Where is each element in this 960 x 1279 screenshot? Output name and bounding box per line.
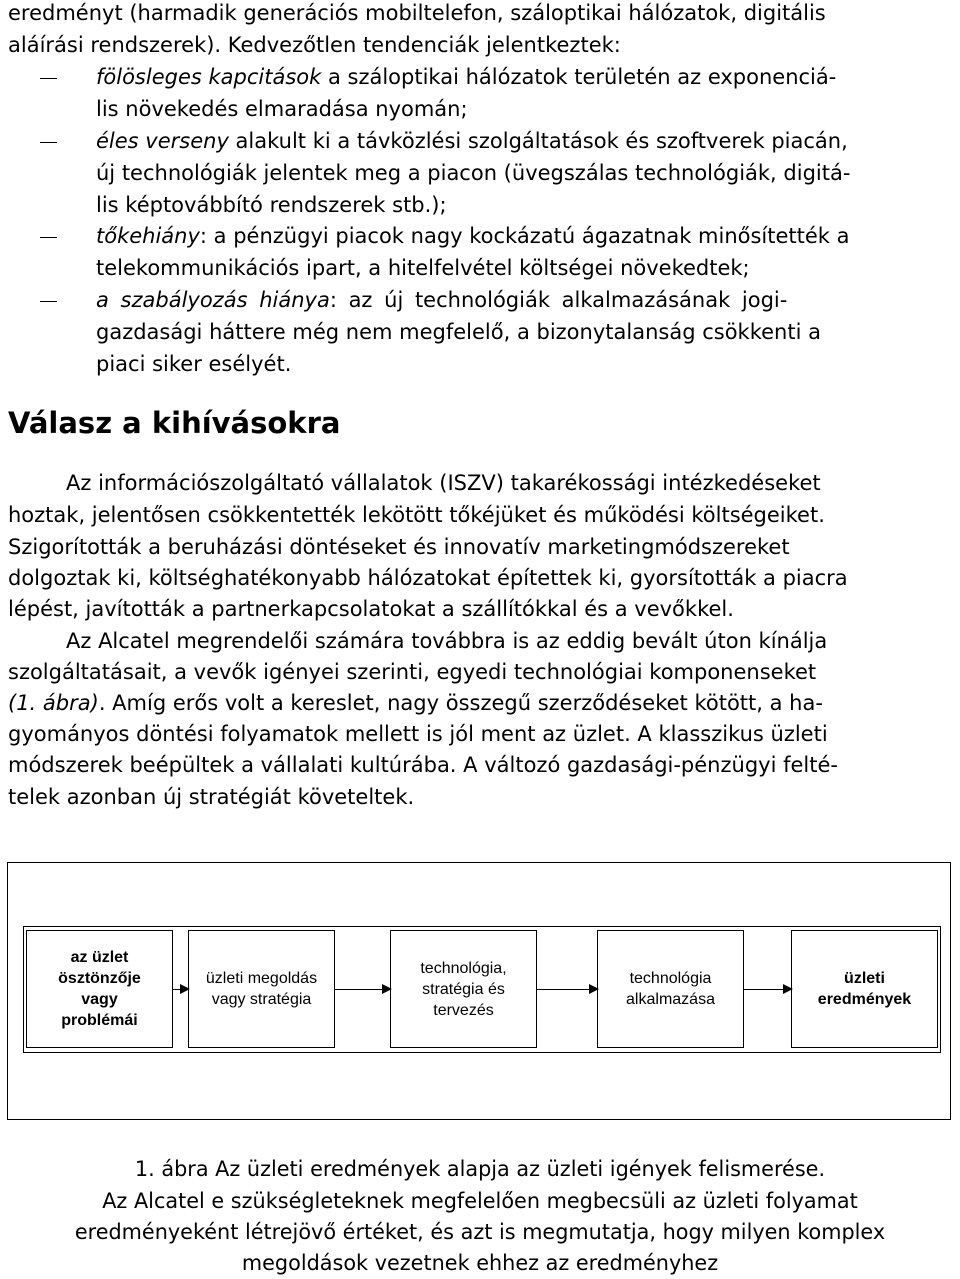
paragraph-line: gyományos döntési folyamatok mellett is jól ment az üzlet. A klasszikus üzleti — [8, 722, 828, 746]
bullet-line: telekommunikációs ipart, a hitelfelvétel költségei növekedtek; — [96, 256, 750, 280]
process-box-application: technológia alkalmazása — [597, 930, 744, 1048]
paragraph-line: Szigorították a beruházási döntéseket és innovatív marketingmódszereket — [8, 535, 790, 559]
arrow-right-icon — [537, 989, 597, 990]
arrow-right-icon — [335, 989, 390, 990]
figure-caption-line: 1. ábra Az üzleti eredmények alapja az üzleti igények felismerése. — [134, 1157, 826, 1181]
paragraph-line: (1. ábra). Amíg erős volt a kereslet, nagy összegű szerződéseket kötött, a ha- — [8, 691, 823, 715]
bullet-line: lis növekedés elmaradása nyomán; — [96, 97, 468, 121]
paragraph-line: lépést, javították a partnerkapcsolatokat a szállítókkal és a vevőkkel. — [8, 597, 734, 621]
bullet-line: a szabályozás hiánya: az új technológiák alkalmazásának jogi- — [96, 288, 788, 312]
dash-bullet-icon — [40, 142, 57, 143]
paragraph-line: szolgáltatásait, a vevők igényei szerinti, egyedi technológiai komponenseket — [8, 660, 817, 684]
bullet-line: gazdasági háttere még nem megfelelő, a bizonytalanság csökkenti a — [96, 320, 821, 344]
dash-bullet-icon — [40, 78, 57, 79]
bullet-line: fölösleges kapcitások a száloptikai hálózatok területén az exponenciá- — [96, 65, 837, 89]
paragraph-line: telek azonban új stratégiát követeltek. — [8, 785, 415, 809]
arrow-right-icon — [744, 989, 791, 990]
process-box-technology: technológia, stratégia és tervezés — [390, 930, 537, 1048]
body-line: eredményt (harmadik generációs mobiltelefon, száloptikai hálózatok, digitális — [8, 1, 826, 25]
process-box-driver: az üzlet ösztönzője vagy problémái — [26, 930, 173, 1048]
figure-caption-line: Az Alcatel e szükségleteknek megfelelően megbecsüli az üzleti folyamat — [102, 1189, 858, 1213]
arrow-right-icon — [173, 989, 188, 990]
bullet-line: éles verseny alakult ki a távközlési szolgáltatások és szoftverek piacán, — [96, 129, 848, 153]
paragraph-line: Az Alcatel megrendelői számára továbbra is az eddig bevált úton kínálja — [66, 629, 828, 653]
paragraph-line: dolgoztak ki, költséghatékonyabb hálózatokat építettek ki, gyorsították a piacra — [8, 566, 848, 590]
dash-bullet-icon — [40, 237, 57, 238]
bullet-line: lis képtovábbító rendszerek stb.); — [96, 193, 447, 217]
figure-caption-line: megoldások vezetnek ehhez az eredményhez — [241, 1251, 719, 1275]
bullet-line: tőkehiány: a pénzügyi piacok nagy kockázatú ágazatnak minősítették a — [96, 224, 850, 248]
paragraph-line: módszerek beépültek a vállalati kultúrába. A változó gazdasági-pénzügyi felté- — [8, 753, 838, 777]
process-box-results: üzleti eredmények — [791, 930, 938, 1048]
figure-caption-line: eredményeként létrejövő értéket, és azt is megmutatja, hogy milyen komplex — [74, 1220, 886, 1244]
figure-reference: (1. ábra) — [8, 691, 99, 715]
paragraph-line: hoztak, jelentősen csökkentették lekötött tőkéjüket és működési költségeiket. — [8, 503, 825, 527]
bullet-line: új technológiák jelentek meg a piacon (üvegszálas technológiák, digitá- — [96, 161, 851, 185]
section-title: Válasz a kihívásokra — [8, 406, 341, 440]
bullet-line: piaci siker esélyét. — [96, 352, 292, 376]
paragraph-line: Az információszolgáltató vállalatok (ISZV) takarékossági intézkedéseket — [66, 471, 821, 495]
dash-bullet-icon — [40, 301, 57, 302]
process-box-solution: üzleti megoldás vagy stratégia — [188, 930, 335, 1048]
body-line: aláírási rendszerek). Kedvezőtlen tendenciák jelentkeztek: — [8, 33, 621, 57]
